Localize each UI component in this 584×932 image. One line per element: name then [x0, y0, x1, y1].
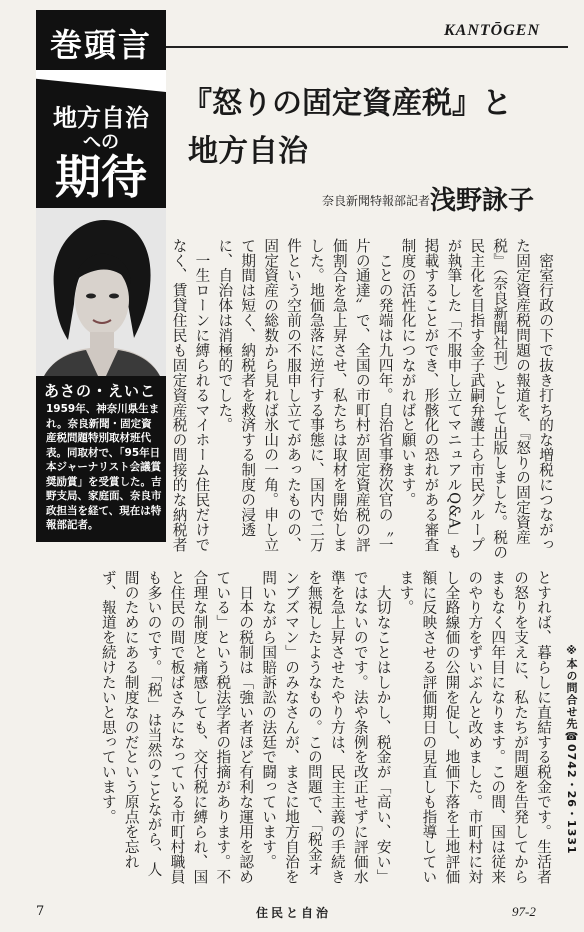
banner-label: 巻頭言 — [49, 26, 152, 64]
inquiry-note: ※本の問合せ先☎0742・26・1331 — [565, 644, 578, 855]
issue-number: 97-2 — [512, 904, 536, 919]
byline-role: 奈良新聞特報部記者 — [322, 194, 431, 208]
article-title-line2: 地方自治 — [188, 134, 308, 169]
author-bio-text: 1959年、神奈川県生まれ。奈良新聞・固定資産税問題特別取材班代表。同取材で、「95年日本ジャーナリスト会議賞奨励賞」を受賞した。吉野支局、家庭面、奈良市政担当を経て、現在は特報部記者。 — [46, 403, 162, 531]
series-title-line1: 地方自治 — [53, 104, 149, 132]
author-name-reading: あさの・えいこ — [44, 382, 157, 400]
magazine-name: 住民と自治 — [256, 906, 332, 920]
running-header: KANTŌGEN — [443, 22, 540, 39]
header-rule — [160, 46, 568, 48]
author-photo — [36, 208, 166, 376]
series-banner — [36, 10, 166, 210]
author-portrait-image — [36, 208, 166, 376]
series-title-line2: への — [83, 132, 119, 153]
author-bio-box — [36, 376, 166, 542]
article-body-upper: 密室行政の下で抜き打ち的な増税につながった固定資産税問題の報道を、『怒りの固定資産税』（奈良新聞社刊）として出版しました。税の民主化を目指す金子武嗣弁護士ら市民グループが執筆した「不服申し立てマニュアルQ&A」も掲載することができ、形骸化の恐れがある審査制度の活性化につながればと願います。 ことの発端は九四年。自治省事務次官の〝一片の通達〟で、全国の市町村が固定資産税の評価割合を急上昇させ、私たちは取材を開始しました。地価急落に逆行する事態に、国内で二万件という空前の不服申し立てがあったものの、固定資産の総数から見れば氷山の一角。申し立て期間は短く、納税者を救済する制度の浸透に、自治体は消極的でした。 一生ローンに縛られるマイホーム住民だけでなく、賃貸住民も固定資産税の間接的な納税者 — [170, 238, 554, 560]
series-title-line3: 期待 — [55, 150, 147, 204]
byline-name: 浅野詠子 — [430, 186, 535, 216]
article-body-lower: とすれば、暮らしに直結する税金です。生活者の怒りを支えに、私たちが問題を告発してからまもなく四年目になります。この間、国は従来のやり方をずいぶんと改めました。市町村に対し全路線価の公開を促し、地価下落を土地評価額に反映させる評価期日の見直しも指導しています。 大切なことはしかし、税金が「高い、安い」ではないのです。法や条例を改正せずに評価水準を急上昇させたやり方は、民主主義の手続きを無視したようなもの。この問題で、「税金オンブズマン」のみなさんが、まさに地方自治を問いながら国賠訴訟の法廷で闘っています。 日本の税制は「強い者ほど有利な運用を認めている」という税法学者の指摘があります。不合理な制度と痛感しても、交付税に縛られ、国と住民の間で板ばさみになっている市町村職員も多いのです。「税」は当然のことながら、人間のためにある制度なのだという原点を忘れず、報道を続けたいと思っています。 — [99, 570, 552, 884]
article-title-line1: 『怒りの固定資産税』と — [182, 86, 512, 121]
page-number: 7 — [36, 904, 45, 919]
banner-stripe — [36, 70, 166, 92]
